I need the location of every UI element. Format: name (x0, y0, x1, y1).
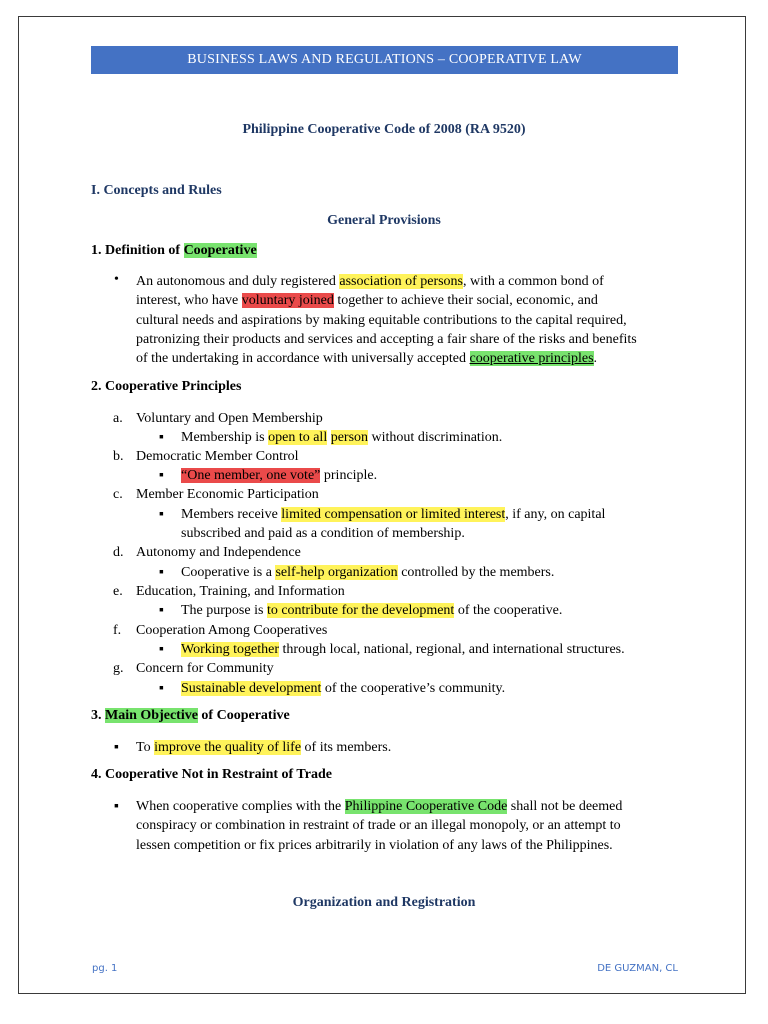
objective-heading (91, 708, 290, 724)
highlight-cooperative-principles: cooperative principles (469, 351, 594, 367)
highlight-improve-quality-of-life: improve the quality of life (154, 740, 302, 755)
text-segment: of Cooperative (197, 708, 290, 723)
square-bullet: ▪ (159, 642, 164, 657)
principle-c-letter: c. (113, 487, 123, 502)
highlight-association-of-persons: association of persons (339, 274, 464, 289)
text-segment: of the cooperative. (454, 603, 563, 618)
definition-line-3: cultural needs and aspirations by making equitable contributions to the capital required, (136, 312, 627, 328)
definition-paragraph (136, 272, 676, 368)
highlight-contribute-development: to contribute for the development (266, 603, 455, 618)
text-segment: interest, who have (136, 293, 242, 309)
highlight-philippine-cooperative-code: Philippine Cooperative Code (344, 799, 508, 814)
principle-d-title: Autonomy and Independence (136, 545, 301, 560)
restraint-line-3: lessen competition or fix prices arbitrarily in violation of any laws of the Philippines. (136, 837, 613, 853)
square-bullet: ▪ (159, 430, 164, 445)
principle-a-title: Voluntary and Open Membership (136, 411, 323, 426)
text-segment: through local, national, regional, and international structures. (279, 642, 625, 657)
restraint-line-1 (136, 797, 676, 816)
highlight-one-member-one-vote: “One member, one vote” (181, 468, 321, 483)
document-title: Philippine Cooperative Code of 2008 (RA 9520) (242, 122, 526, 137)
principle-f-detail (181, 640, 625, 659)
text-segment: without discrimination. (368, 430, 503, 445)
highlight-person: person (330, 430, 369, 445)
text-segment: Members receive (181, 507, 282, 522)
principle-e-letter: e. (113, 584, 123, 599)
next-section-title: Organization and Registration (292, 895, 476, 910)
text-segment: . (593, 351, 598, 367)
principle-d-letter: d. (113, 545, 124, 560)
highlight-self-help-organization: self-help organization (275, 565, 398, 580)
section-subtitle: General Provisions (327, 213, 441, 228)
principle-d-detail (181, 563, 554, 582)
square-bullet: ▪ (159, 507, 164, 522)
definition-line-5 (136, 349, 676, 368)
text-segment: of the undertaking in accordance with universally accepted (136, 351, 470, 367)
bullet-dot: • (114, 272, 119, 287)
definition-line-1 (136, 272, 676, 291)
square-bullet: ▪ (114, 740, 119, 755)
text-segment: controlled by the members. (397, 565, 555, 580)
principle-c-detail (181, 505, 605, 524)
square-bullet: ▪ (159, 468, 164, 483)
text-segment: , if any, on capital (505, 507, 606, 522)
definition-heading-highlight: Cooperative (183, 243, 257, 258)
square-bullet: ▪ (159, 603, 164, 618)
principle-a-detail (181, 428, 502, 447)
square-bullet: ▪ (114, 799, 119, 814)
principle-b-detail (181, 466, 377, 485)
principle-c-title: Member Economic Participation (136, 487, 319, 502)
highlight-voluntary-joined: voluntary joined (241, 293, 334, 309)
text-segment: Cooperative is a (181, 565, 276, 580)
text-segment: To (136, 740, 155, 755)
text-segment: , with a common bond of (463, 274, 604, 289)
restraint-line-2: conspiracy or combination in restraint of trade or an illegal monopoly, or an attempt to (136, 818, 621, 834)
principle-g-letter: g. (113, 661, 124, 676)
principle-f-title: Cooperation Among Cooperatives (136, 623, 328, 638)
highlight-main-objective: Main Objective (105, 708, 198, 723)
text-segment: of its members. (301, 740, 392, 755)
highlight-limited-compensation: limited compensation or limited interest (281, 507, 506, 522)
principle-e-title: Education, Training, and Information (136, 584, 345, 599)
principles-heading: 2. Cooperative Principles (91, 379, 242, 394)
text-segment: When cooperative complies with the (136, 799, 345, 814)
definition-line-2 (136, 291, 676, 310)
principle-c-detail-line-2: subscribed and paid as a condition of membership. (181, 526, 465, 541)
highlight-open-to-all: open to all (268, 430, 328, 445)
restraint-heading: 4. Cooperative Not in Restraint of Trade (91, 767, 332, 782)
principle-e-detail (181, 601, 562, 620)
footer-page-number: pg. 1 (92, 963, 118, 974)
text-segment: 3. (91, 708, 105, 723)
square-bullet: ▪ (159, 565, 164, 580)
principle-g-title: Concern for Community (136, 661, 274, 676)
definition-heading (91, 243, 257, 259)
highlight-sustainable-development: Sustainable development (181, 681, 322, 696)
principle-b-title: Democratic Member Control (136, 449, 299, 464)
highlight-working-together: Working together (181, 642, 280, 657)
objective-text (136, 738, 391, 757)
principle-g-detail (181, 679, 505, 698)
text-segment: of the cooperative’s community. (321, 681, 506, 696)
principle-f-letter: f. (113, 623, 122, 638)
header-banner: BUSINESS LAWS AND REGULATIONS – COOPERATIVE LAW (91, 46, 678, 74)
definition-line-4: patronizing their products and services and accepting a fair share of the risks and benefits (136, 331, 637, 347)
restraint-paragraph (136, 797, 676, 855)
text-segment: shall not be deemed (507, 799, 623, 814)
text-segment: The purpose is (181, 603, 267, 618)
definition-heading-prefix: 1. Definition of (91, 243, 184, 258)
footer-author: DE GUZMAN, CL (597, 963, 678, 974)
section-title: I. Concepts and Rules (91, 183, 222, 198)
principle-a-letter: a. (113, 411, 123, 426)
square-bullet: ▪ (159, 681, 164, 696)
principle-b-letter: b. (113, 449, 124, 464)
text-segment: Membership is (181, 430, 269, 445)
text-segment: together to achieve their social, economic, and (333, 293, 598, 309)
text-segment: principle. (320, 468, 378, 483)
text-segment: An autonomous and duly registered (136, 274, 340, 289)
